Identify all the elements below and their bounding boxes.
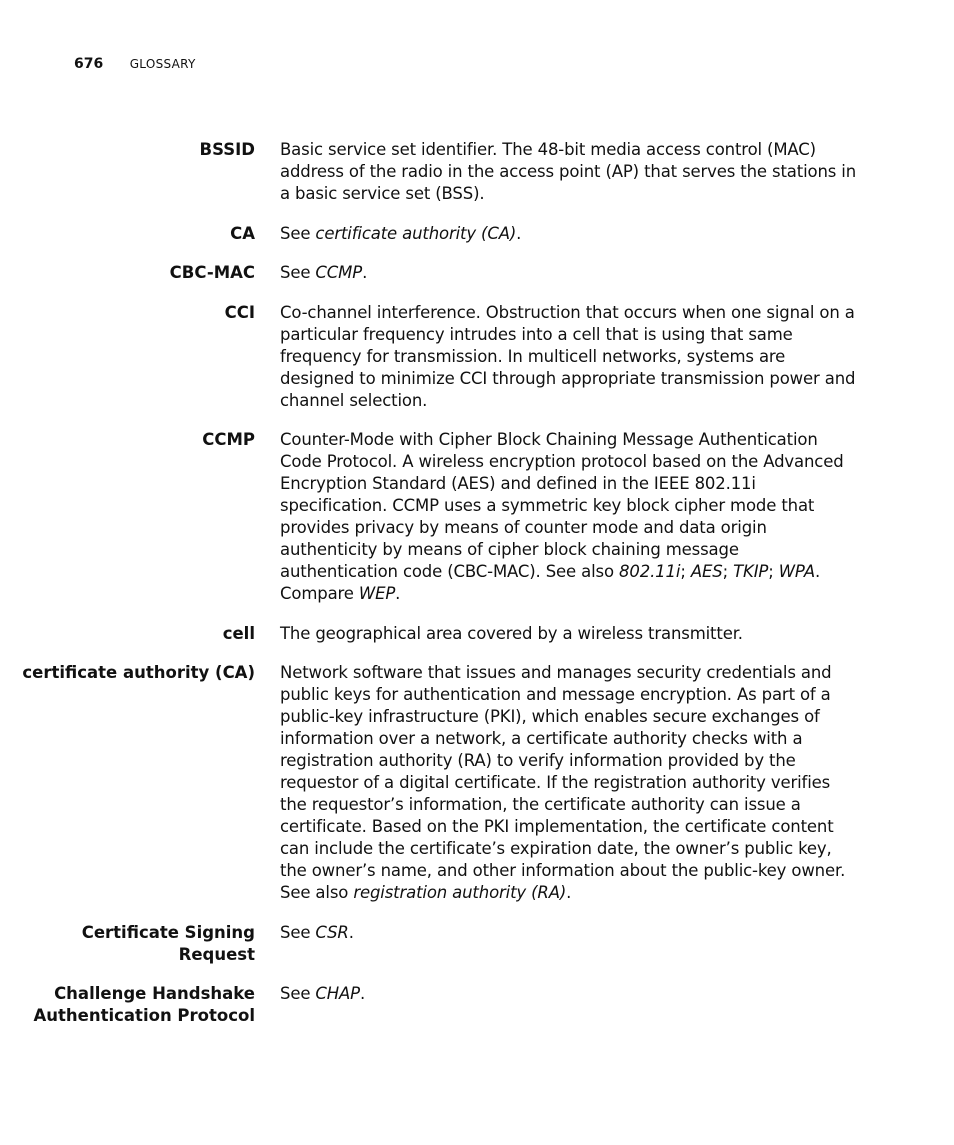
glossary-definition bbox=[280, 623, 860, 645]
glossary-definition bbox=[280, 983, 860, 1005]
glossary-term: Certificate Signing Request bbox=[81, 922, 255, 964]
glossary-entry bbox=[0, 302, 954, 412]
glossary-definition bbox=[280, 139, 860, 205]
definition-reference: WPA bbox=[778, 562, 816, 581]
glossary-list bbox=[0, 139, 954, 1045]
definition-text: Counter-Mode with Cipher Block Chaining Message Authentication Code Protocol. A wireless encryption protocol based on the Advanced Encryption Standard (AES) and defined in the IEEE 802.11i specification. CCMP uses a symmetric key block cipher mode that provides privacy by means of counter mode and data origin authenticity by means of cipher block chaining message authentication code (CBC-MAC). See also bbox=[280, 430, 844, 581]
glossary-entry bbox=[0, 262, 954, 284]
glossary-entry bbox=[0, 662, 954, 904]
glossary-entry bbox=[0, 429, 954, 605]
glossary-definition bbox=[280, 302, 860, 412]
glossary-entry bbox=[0, 922, 954, 966]
definition-reference: CHAP bbox=[315, 984, 360, 1003]
page-header bbox=[74, 55, 196, 73]
definition-text: . bbox=[516, 223, 522, 243]
glossary-term: CBC-MAC bbox=[169, 263, 255, 282]
definition-text: See bbox=[280, 223, 316, 243]
definition-reference: CCMP bbox=[315, 263, 363, 282]
glossary-definition bbox=[280, 429, 860, 605]
glossary-term: certificate authority (CA) bbox=[22, 663, 255, 682]
definition-reference: WEP bbox=[358, 584, 396, 603]
definition-reference: certificate authority (CA) bbox=[315, 223, 517, 243]
glossary-definition bbox=[280, 922, 860, 944]
glossary-entry bbox=[0, 623, 954, 645]
glossary-term: CCI bbox=[224, 302, 255, 322]
definition-text: . bbox=[566, 883, 572, 902]
glossary-definition bbox=[280, 223, 860, 245]
definition-reference: AES bbox=[690, 562, 723, 581]
definition-text: ; bbox=[722, 562, 734, 581]
definition-text: Basic service set identifier. The 48-bit media access control (MAC) address of the radio in the access point (AP) that serves the stations in a basic service set (BSS). bbox=[280, 140, 857, 203]
glossary-term: BSSID bbox=[199, 140, 255, 159]
definition-text: . Compare bbox=[280, 562, 821, 603]
definition-text: . bbox=[395, 584, 401, 603]
definition-text: See bbox=[280, 984, 316, 1003]
glossary-entry bbox=[0, 223, 954, 245]
definition-text: Co-channel interference. Obstruction that occurs when one signal on a particular frequency intrudes into a cell that is using that same frequency for transmission. In multicell networks, systems are designed to minimize CCI through appropriate transmission power and channel selection. bbox=[280, 302, 856, 410]
definition-text: . bbox=[348, 922, 354, 942]
glossary-definition bbox=[280, 262, 860, 284]
definition-reference: TKIP bbox=[733, 562, 769, 581]
definition-text: ; bbox=[680, 562, 691, 581]
glossary-term: CA bbox=[230, 223, 255, 243]
definition-text: . bbox=[362, 263, 368, 282]
definition-reference: registration authority (RA) bbox=[353, 883, 567, 902]
definition-text: See bbox=[280, 922, 316, 942]
page-number: 676 bbox=[74, 56, 104, 72]
definition-text: . bbox=[360, 984, 366, 1003]
glossary-term: CCMP bbox=[202, 430, 255, 449]
glossary-definition bbox=[280, 662, 860, 904]
definition-text: ; bbox=[768, 562, 779, 581]
definition-text: See bbox=[280, 263, 316, 282]
definition-reference: 802.11i bbox=[619, 562, 681, 581]
glossary-term: Challenge Handshake Authentication Protocol bbox=[33, 984, 255, 1025]
running-head: GLOSSARY bbox=[129, 57, 196, 71]
glossary-entry bbox=[0, 983, 954, 1027]
definition-text: Network software that issues and manages security credentials and public keys for authentication and message encryption. As part of a public-key infrastructure (PKI), which enables secure exchanges of information over a network, a certificate authority checks with a registration authority (RA) to verify information provided by the requestor of a digital certificate. If the registration authority verifies the requestor’s information, the certificate authority can issue a certificate. Based on the PKI implementation, the certificate content can include the certificate’s expiration date, the owner’s public key, the owner’s name, and other information about the public-key owner. See also bbox=[280, 663, 846, 902]
glossary-term: cell bbox=[222, 623, 255, 643]
glossary-entry bbox=[0, 139, 954, 205]
definition-reference: CSR bbox=[315, 922, 349, 942]
definition-text: The geographical area covered by a wireless transmitter. bbox=[280, 623, 743, 643]
